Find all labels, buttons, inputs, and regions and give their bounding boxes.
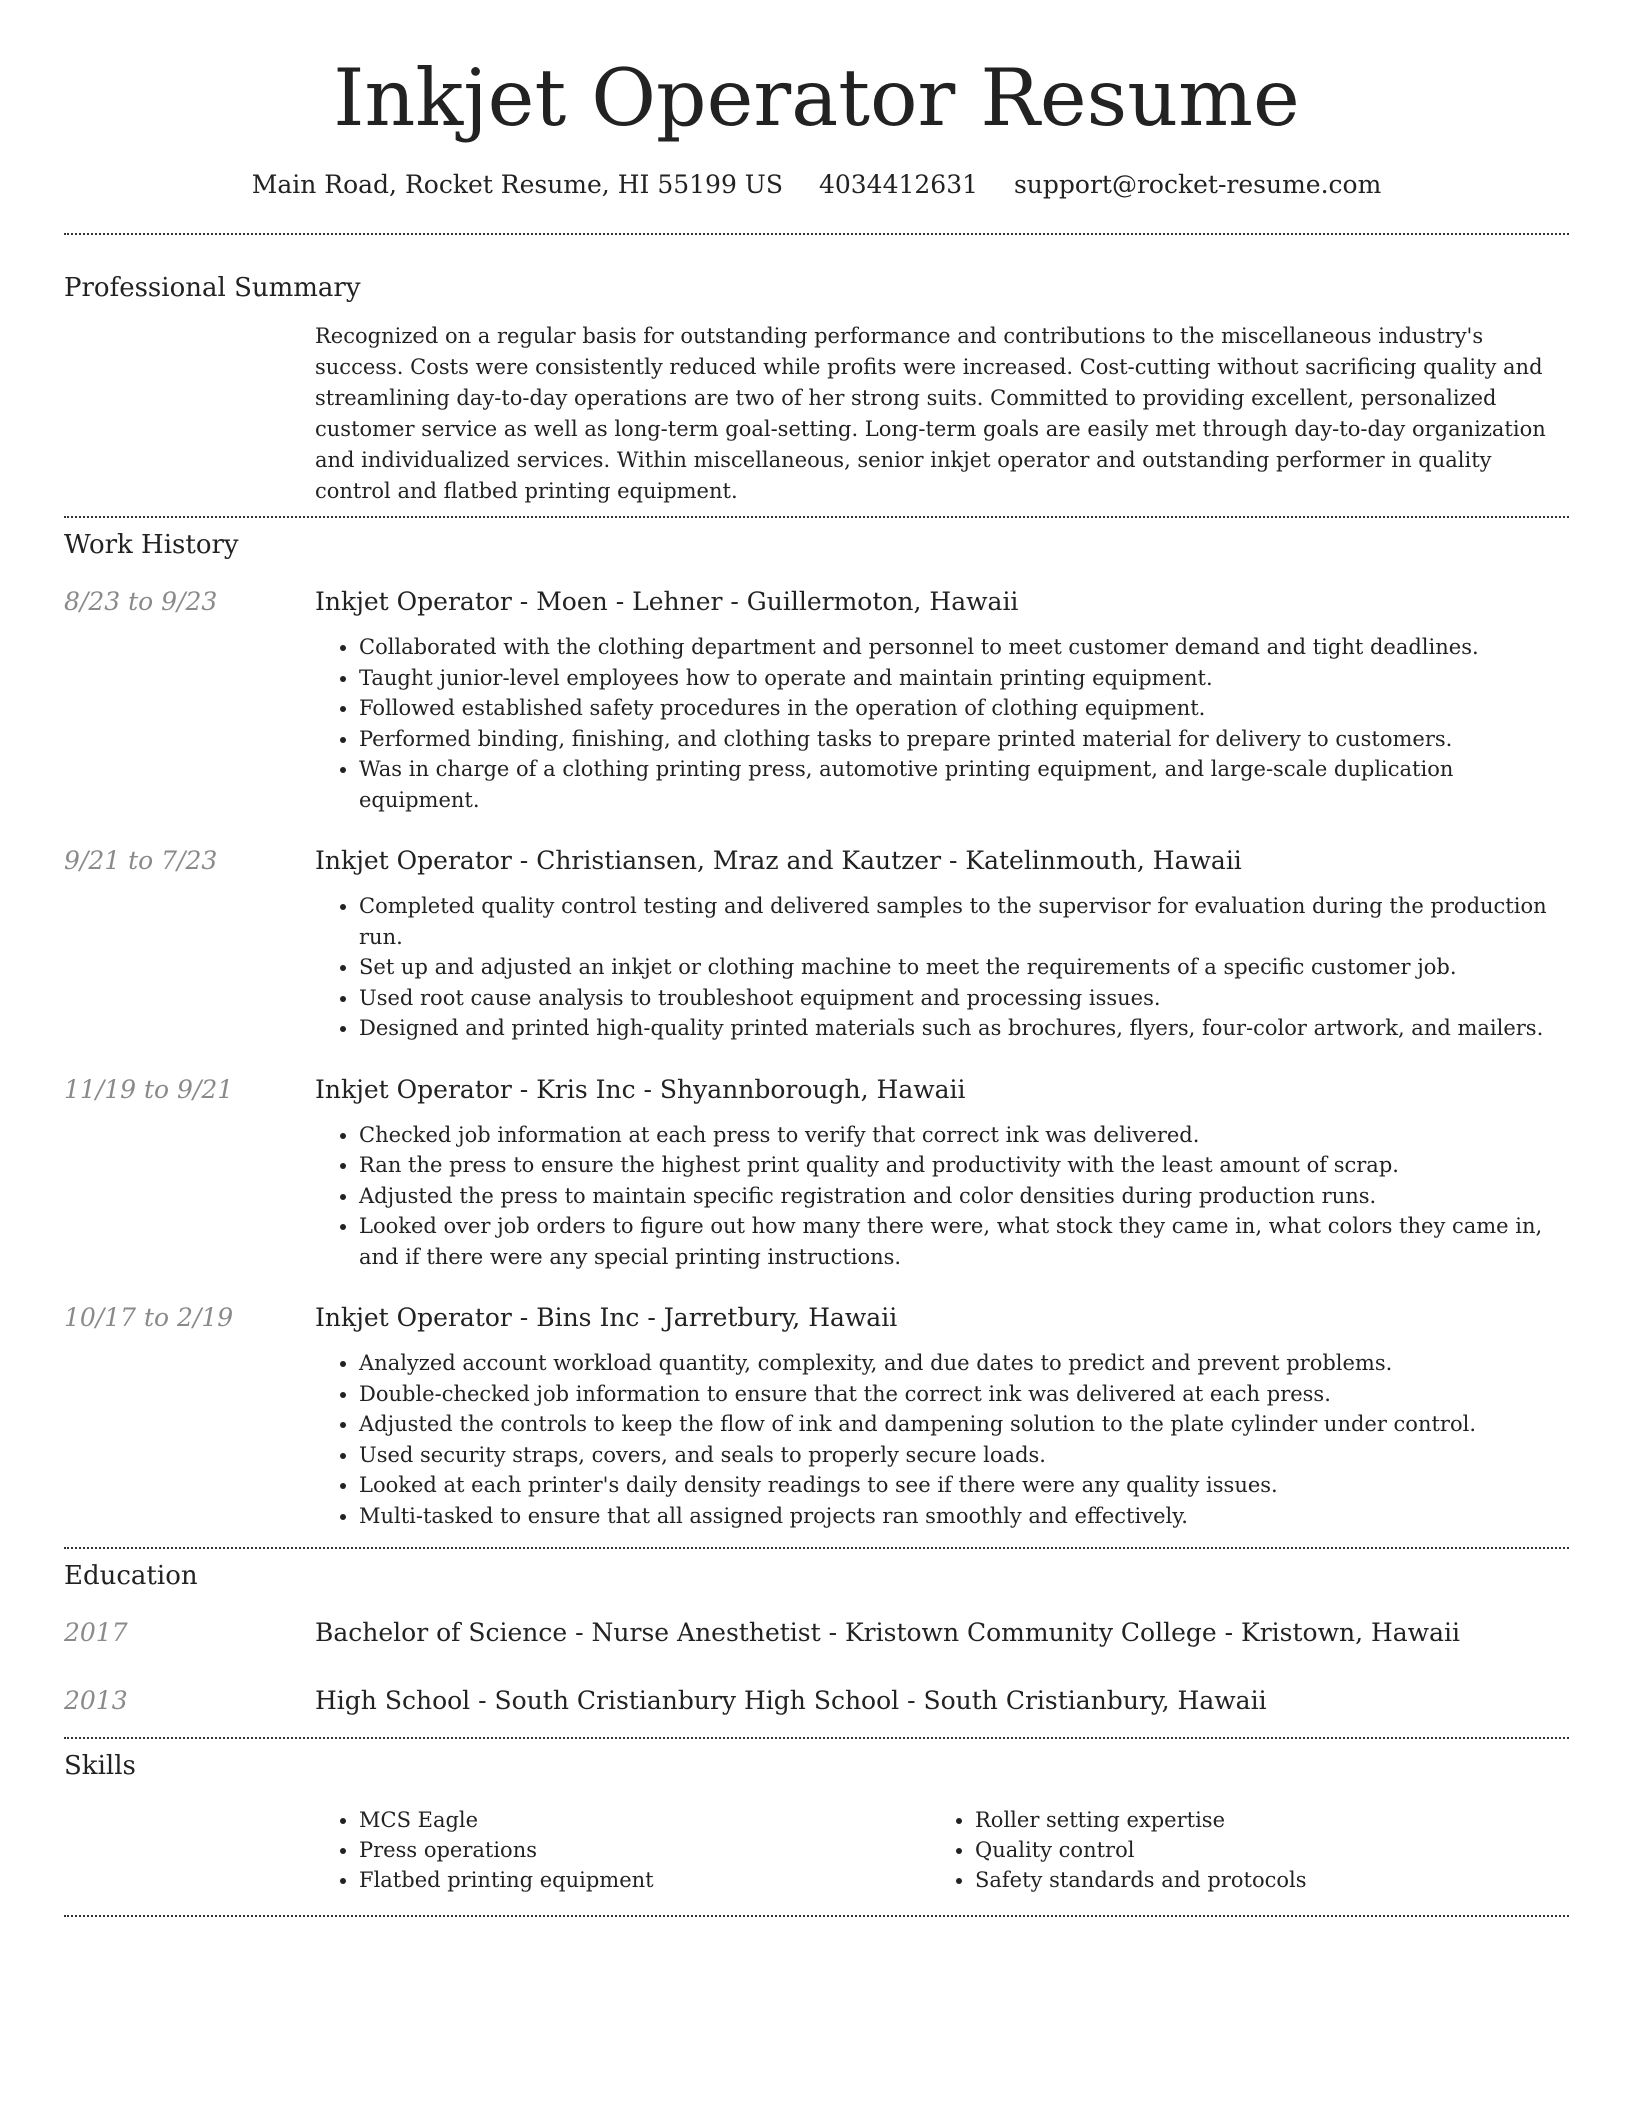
list-item: • Adjusted the press to maintain specific registration and color densities during production runs. xyxy=(359,1181,1569,1212)
divider xyxy=(64,516,1569,518)
summary-heading: Professional Summary xyxy=(64,273,361,303)
divider xyxy=(64,1737,1569,1739)
job-bullets xyxy=(315,891,1569,1044)
list-item: • Set up and adjusted an inkjet or clothing machine to meet the requirements of a specific customer job. xyxy=(359,952,1569,983)
list-item: • Used security straps, covers, and seals to properly secure loads. xyxy=(359,1440,1569,1471)
skill-item: • MCS Eagle xyxy=(359,1805,931,1835)
list-item: • Used root cause analysis to troubleshoot equipment and processing issues. xyxy=(359,983,1569,1014)
contact-phone: 4034412631 xyxy=(818,170,979,199)
contact-line xyxy=(64,170,1569,199)
job-entry xyxy=(64,1074,1569,1273)
list-item: • Analyzed account workload quantity, complexity, and due dates to predict and prevent problems. xyxy=(359,1348,1569,1379)
skills-list xyxy=(315,1805,1569,1895)
skill-item: • Press operations xyxy=(359,1835,931,1865)
skills-column-right xyxy=(931,1805,1547,1895)
skills-column-left xyxy=(315,1805,931,1895)
job-dates: 11/19 to 9/21 xyxy=(64,1074,234,1104)
list-item: • Ran the press to ensure the highest print quality and productivity with the least amount of scrap. xyxy=(359,1150,1569,1181)
list-item: • Performed binding, finishing, and clothing tasks to prepare printed material for delivery to customers. xyxy=(359,724,1569,755)
skill-item: • Flatbed printing equipment xyxy=(359,1865,931,1895)
job-bullets xyxy=(315,1348,1569,1531)
job-title: Inkjet Operator - Kris Inc - Shyannborough, Hawaii xyxy=(315,1074,966,1104)
education-heading: Education xyxy=(64,1561,198,1591)
education-year: 2013 xyxy=(64,1686,128,1715)
skill-item: • Roller setting expertise xyxy=(975,1805,1547,1835)
divider xyxy=(64,1547,1569,1549)
job-bullets xyxy=(315,1120,1569,1273)
divider xyxy=(64,233,1569,235)
job-bullets xyxy=(315,632,1569,815)
job-dates: 10/17 to 2/19 xyxy=(64,1303,234,1332)
contact-email: support@rocket-resume.com xyxy=(1013,170,1382,199)
list-item: • Was in charge of a clothing printing press, automotive printing equipment, and large-scale duplication equipment. xyxy=(359,754,1569,815)
education-title: High School - South Cristianbury High School - South Cristianbury, Hawaii xyxy=(315,1686,1267,1715)
list-item: • Looked at each printer's daily density readings to see if there were any quality issues. xyxy=(359,1470,1569,1501)
job-entry xyxy=(64,845,1569,1044)
work-history-heading: Work History xyxy=(64,530,239,560)
contact-address: Main Road, Rocket Resume, HI 55199 US xyxy=(251,170,783,199)
education-year: 2017 xyxy=(64,1618,128,1647)
job-title: Inkjet Operator - Christiansen, Mraz and Kautzer - Katelinmouth, Hawaii xyxy=(315,846,1242,875)
job-entry xyxy=(64,1302,1569,1531)
list-item: • Designed and printed high-quality printed materials such as brochures, flyers, four-color artwork, and mailers. xyxy=(359,1013,1569,1044)
list-item: • Adjusted the controls to keep the flow of ink and dampening solution to the plate cylinder under control. xyxy=(359,1409,1569,1440)
job-title: Inkjet Operator - Bins Inc - Jarretbury, Hawaii xyxy=(315,1303,898,1332)
education-title: Bachelor of Science - Nurse Anesthetist - Kristown Community College - Kristown, Hawaii xyxy=(315,1618,1460,1647)
list-item: • Completed quality control testing and delivered samples to the supervisor for evaluation during the production run. xyxy=(359,891,1569,952)
list-item: • Double-checked job information to ensure that the correct ink was delivered at each press. xyxy=(359,1379,1569,1410)
job-dates: 8/23 to 9/23 xyxy=(64,587,218,616)
summary-text: Recognized on a regular basis for outstanding performance and contributions to the miscellaneous industry's success. Costs were consistently reduced while profits were increased. Cost-cutting without sacrificing quality and streamlining day-to-day operations are two of her strong suits. Committed to providing excellent, personalized customer service as well as long-term goal-setting. Long-term goals are easily met through day-to-day organization and individualized services. Within miscellaneous, senior inkjet operator and outstanding performer in quality control and flatbed printing equipment. xyxy=(315,324,1546,503)
divider xyxy=(64,1915,1569,1917)
list-item: • Checked job information at each press to verify that correct ink was delivered. xyxy=(359,1120,1569,1151)
job-dates: 9/21 to 7/23 xyxy=(64,846,218,875)
list-item: • Followed established safety procedures in the operation of clothing equipment. xyxy=(359,693,1569,724)
education-entry xyxy=(64,1617,1569,1649)
page-title: Inkjet Operator Resume xyxy=(333,52,1300,144)
skill-item: • Quality control xyxy=(975,1835,1547,1865)
list-item: • Looked over job orders to figure out how many there were, what stock they came in, what colors they came in, and if there were any special printing instructions. xyxy=(359,1211,1569,1272)
list-item: • Collaborated with the clothing department and personnel to meet customer demand and tight deadlines. xyxy=(359,632,1569,663)
education-entry xyxy=(64,1685,1569,1717)
resume-page xyxy=(64,0,1569,1917)
job-entry xyxy=(64,586,1569,815)
skill-item: • Safety standards and protocols xyxy=(975,1865,1547,1895)
skills-heading: Skills xyxy=(64,1751,136,1781)
job-title: Inkjet Operator - Moen - Lehner - Guillermoton, Hawaii xyxy=(315,587,1019,616)
list-item: • Taught junior-level employees how to operate and maintain printing equipment. xyxy=(359,663,1569,694)
list-item: • Multi-tasked to ensure that all assigned projects ran smoothly and effectively. xyxy=(359,1501,1569,1532)
